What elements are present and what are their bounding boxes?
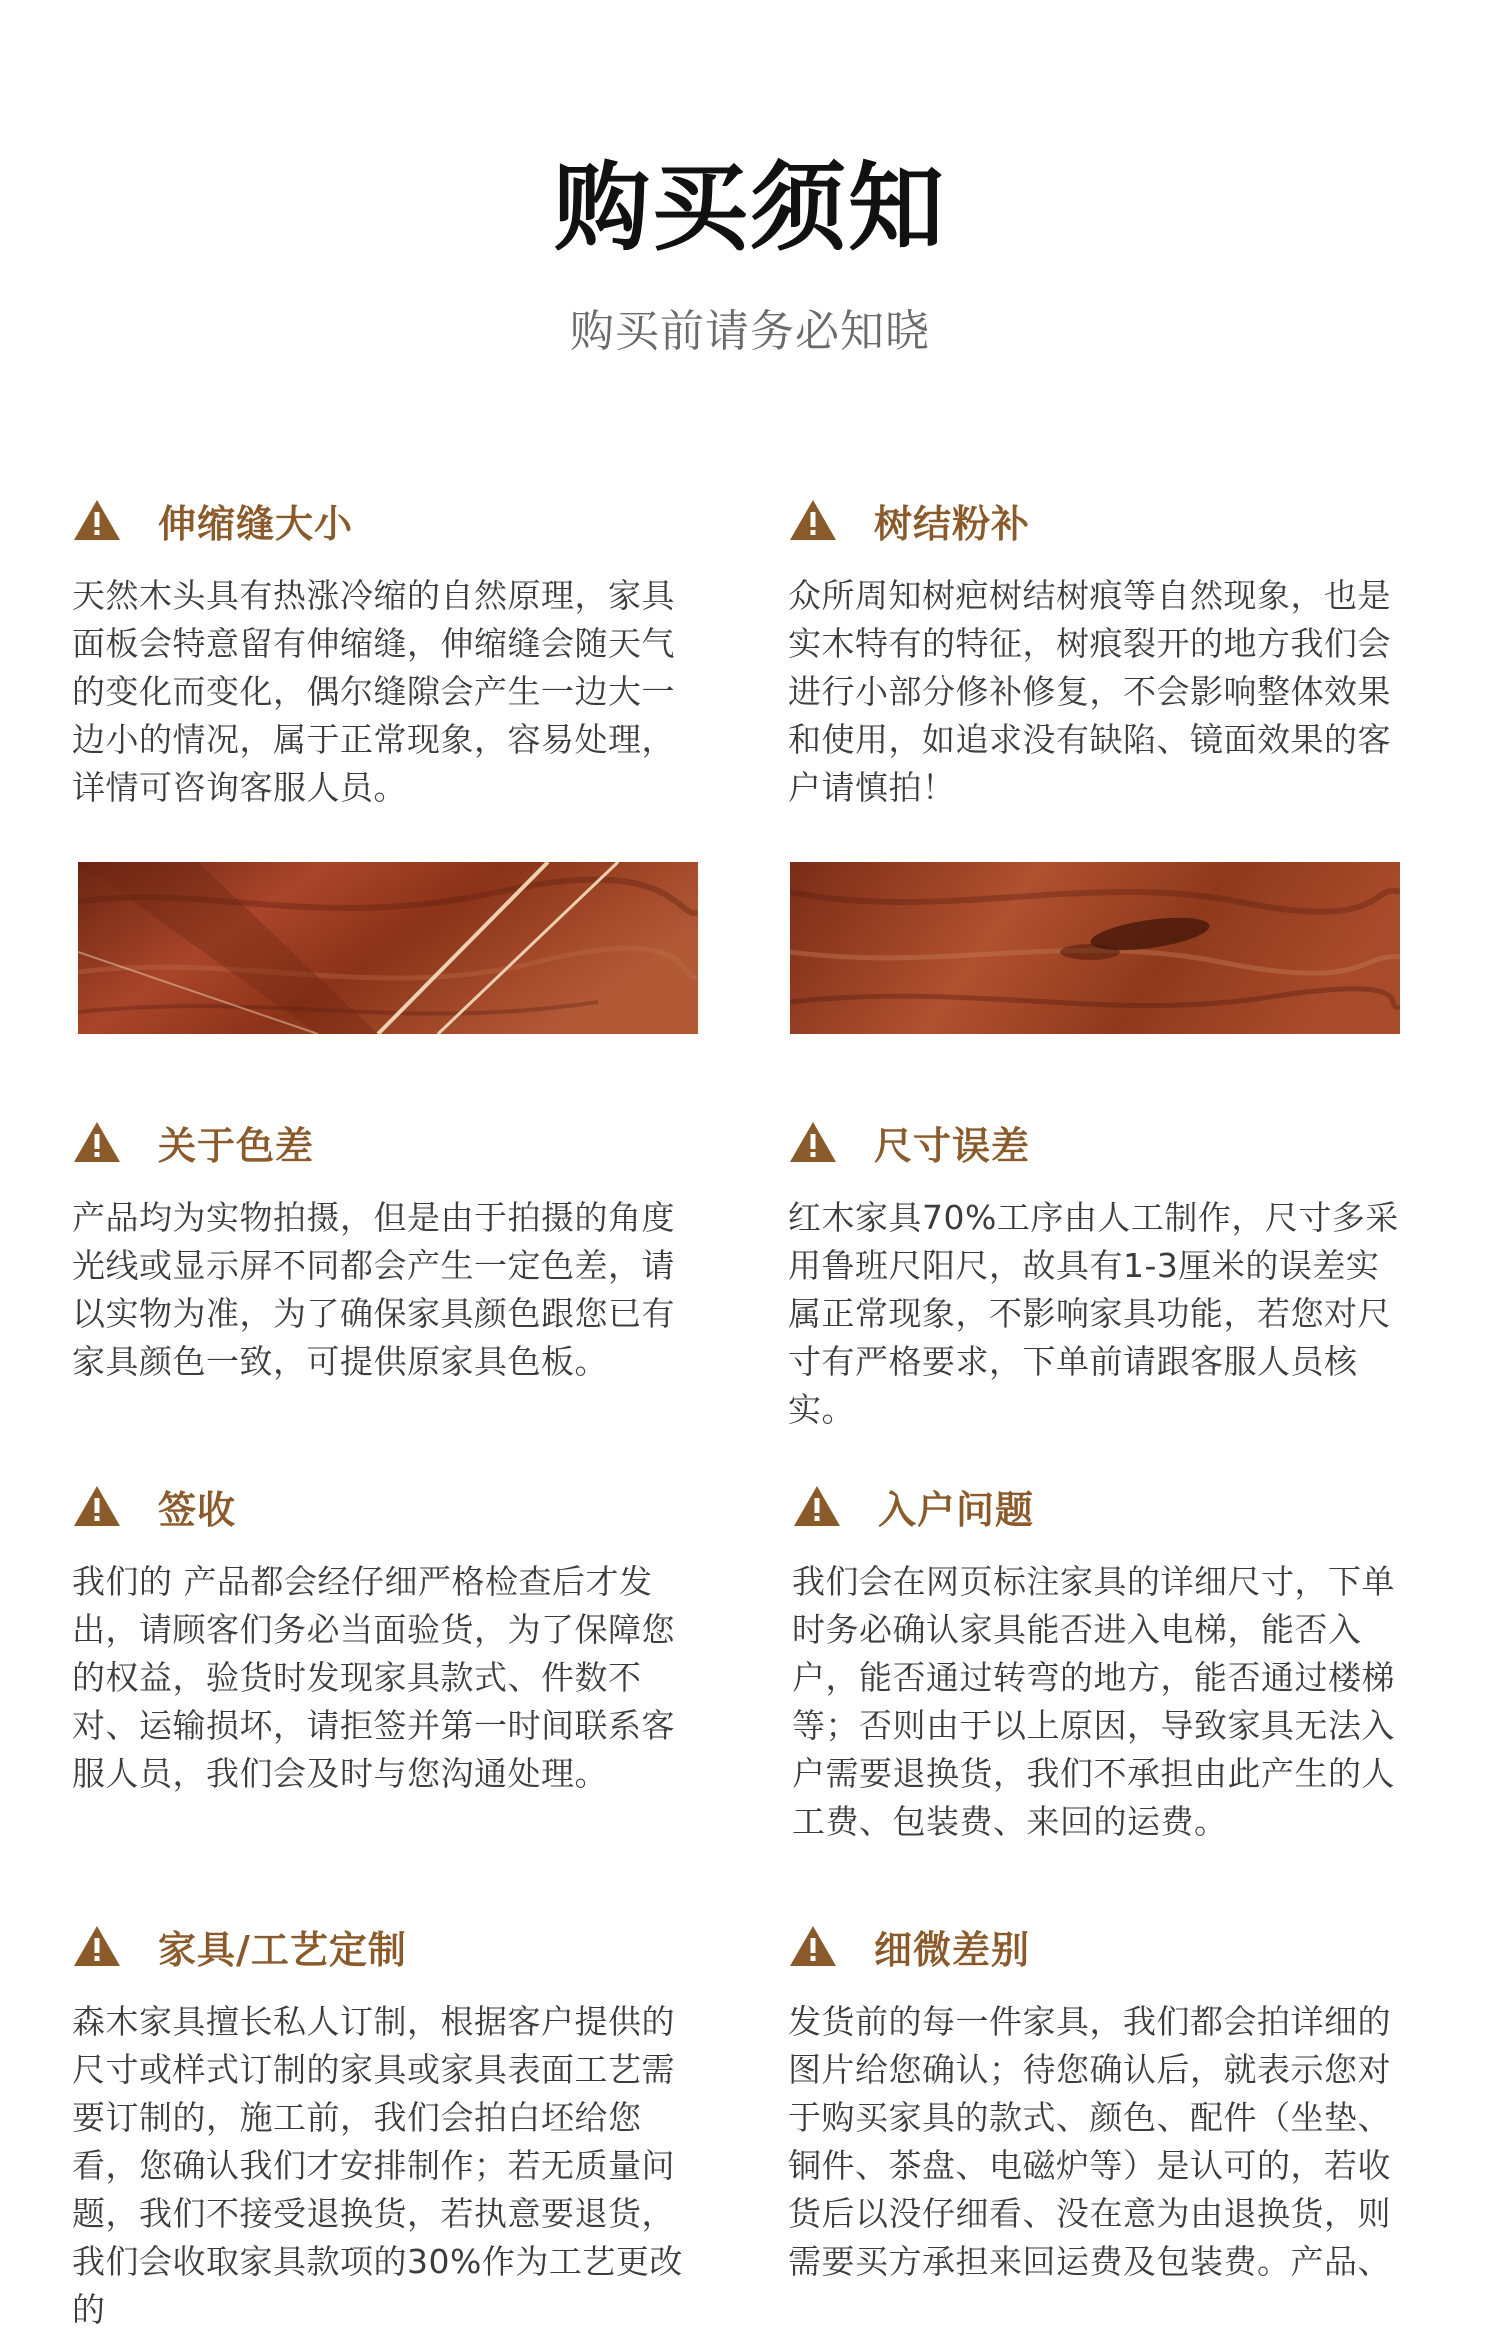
section-expansion-joint: [72, 492, 692, 812]
page-title: 购买须知: [554, 151, 946, 264]
section-minor-differences: [788, 1918, 1408, 2286]
section-delivery-signoff: [72, 1478, 700, 1798]
warning-triangle-icon: [788, 1924, 838, 1968]
wood-joint-image: [78, 862, 698, 1034]
section-header: [72, 1478, 700, 1534]
section-size-tolerance: [788, 1114, 1408, 1434]
section-knot-filling: [788, 492, 1408, 812]
warning-triangle-icon: [72, 1484, 122, 1528]
section-title: 关于色差: [158, 1123, 315, 1168]
section-header: [792, 1478, 1414, 1534]
warning-triangle-icon: [72, 1120, 122, 1164]
section-header: [788, 1918, 1408, 1974]
section-header: [788, 492, 1408, 548]
section-header: [72, 492, 692, 548]
section-home-entry: [792, 1478, 1414, 1846]
section-title: 伸缩缝大小: [158, 501, 354, 546]
section-body: 我们的 产品都会经仔细严格检查后才发出，请顾客们务必当面验货，为了保障您的权益，验货时发现家具款式、件数不对、运输损坏，请拒签并第一时间联系客服人员，我们会及时与您沟通处理。: [72, 1562, 675, 1793]
wood-knot-image: [790, 862, 1400, 1034]
section-custom-furniture: [72, 1918, 692, 2334]
warning-triangle-icon: [72, 498, 122, 542]
section-title: 细微差别: [874, 1927, 1031, 1972]
section-body: 发货前的每一件家具，我们都会拍详细的图片给您确认；待您确认后，就表示您对于购买家具的款式、颜色、配件（坐垫、铜件、茶盘、电磁炉等）是认可的，若收货后以没仔细看、没在意为由退换货，则需要买方承担来回运费及包装费。产品、: [788, 2002, 1391, 2281]
section-body: 森木家具擅长私人订制，根据客户提供的尺寸或样式订制的家具或家具表面工艺需要订制的，施工前，我们会拍白坯给您看，您确认我们才安排制作；若无质量问题，我们不接受退换货，若执意要退货，我们会收取家具款项的30%作为工艺更改的: [72, 2002, 683, 2329]
warning-triangle-icon: [788, 1120, 838, 1164]
section-title: 尺寸误差: [874, 1123, 1031, 1168]
section-header: [72, 1918, 692, 1974]
warning-triangle-icon: [788, 498, 838, 542]
section-color-difference: [72, 1114, 692, 1386]
section-body: 产品均为实物拍摄，但是由于拍摄的角度光线或显示屏不同都会产生一定色差，请以实物为准，为了确保家具颜色跟您已有家具颜色一致，可提供原家具色板。: [72, 1198, 675, 1381]
section-header: [788, 1114, 1408, 1170]
section-title: 入户问题: [878, 1487, 1035, 1532]
section-header: [72, 1114, 692, 1170]
section-title: 签收: [158, 1487, 237, 1532]
section-body: 红木家具70%工序由人工制作，尺寸多采用鲁班尺阳尺，故具有1-3厘米的误差实属正常现象，不影响家具功能，若您对尺寸有严格要求，下单前请跟客服人员核实。: [788, 1198, 1399, 1429]
section-title: 树结粉补: [874, 501, 1031, 546]
section-title: 家具/工艺定制: [158, 1927, 407, 1972]
page-subtitle: 购买前请务必知晓: [570, 306, 930, 357]
section-body: 天然木头具有热涨冷缩的自然原理，家具面板会特意留有伸缩缝，伸缩缝会随天气的变化而变化，偶尔缝隙会产生一边大一边小的情况，属于正常现象，容易处理，详情可咨询客服人员。: [72, 576, 675, 807]
section-body: 众所周知树疤树结树痕等自然现象，也是实木特有的特征，树痕裂开的地方我们会进行小部分修补修复，不会影响整体效果和使用，如追求没有缺陷、镜面效果的客户请慎拍！: [788, 576, 1391, 807]
warning-triangle-icon: [72, 1924, 122, 1968]
warning-triangle-icon: [792, 1484, 842, 1528]
section-body: 我们会在网页标注家具的详细尺寸，下单时务必确认家具能否进入电梯，能否入户，能否通过转弯的地方，能否通过楼梯等；否则由于以上原因，导致家具无法入户需要退换货，我们不承担由此产生的人工费、包装费、来回的运费。: [792, 1562, 1395, 1841]
